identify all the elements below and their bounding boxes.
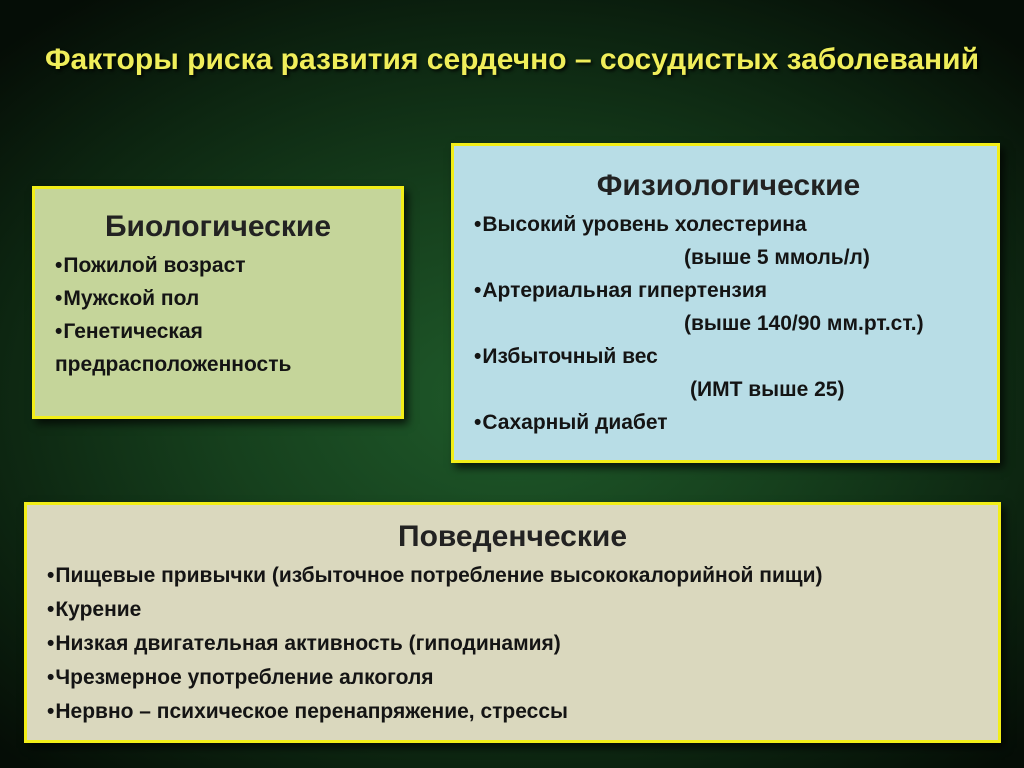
behavioral-factors-box xyxy=(24,502,1001,743)
list-item xyxy=(55,282,381,315)
physiological-list xyxy=(474,208,983,439)
bullet: • xyxy=(55,287,63,310)
behavioral-heading: Поведенческие xyxy=(398,520,627,553)
item-text: Нервно – психическое перенапряжение, стрессы xyxy=(55,700,568,723)
list-item xyxy=(47,695,978,729)
bullet: • xyxy=(47,598,55,621)
list-item xyxy=(474,340,983,406)
item-text: Сахарный диабет xyxy=(482,411,668,434)
item-text: Мужской пол xyxy=(63,287,200,310)
item-text: Курение xyxy=(55,598,142,621)
bullet: • xyxy=(47,632,55,655)
bullet: • xyxy=(47,564,55,587)
bullet: • xyxy=(47,666,55,689)
list-item xyxy=(47,559,978,593)
item-text: Пищевые привычки (избыточное потребление высококалорийной пищи) xyxy=(55,564,823,587)
item-text: Чрезмерное употребление алкоголя xyxy=(55,666,434,689)
bullet: • xyxy=(474,213,482,236)
list-item xyxy=(55,249,381,282)
physiological-factors-box xyxy=(451,143,1000,463)
item-text: Генетическая предрасположенность xyxy=(55,320,292,376)
list-item xyxy=(474,208,983,274)
list-item xyxy=(47,661,978,695)
biological-factors-box xyxy=(32,186,404,419)
item-text: Избыточный вес xyxy=(482,345,658,368)
item-note: (ИМТ выше 25) xyxy=(690,378,845,401)
biological-heading: Биологические xyxy=(104,210,332,243)
item-text: Высокий уровень холестерина xyxy=(482,213,807,236)
slide-title: Факторы риска развития сердечно – сосудистых заболеваний xyxy=(44,43,980,76)
list-item xyxy=(47,627,978,661)
list-item xyxy=(47,593,978,627)
item-text: Низкая двигательная активность (гиподинамия) xyxy=(55,632,561,655)
bullet: • xyxy=(55,254,63,277)
bullet: • xyxy=(55,320,63,343)
list-item xyxy=(474,406,983,439)
bullet: • xyxy=(474,279,482,302)
physiological-heading: Физиологические xyxy=(596,169,861,202)
item-note: (выше 5 ммоль/л) xyxy=(684,246,870,269)
bullet: • xyxy=(474,345,482,368)
item-note: (выше 140/90 мм.рт.ст.) xyxy=(684,312,924,335)
item-text: Пожилой возраст xyxy=(63,254,246,277)
item-text: Артериальная гипертензия xyxy=(482,279,767,302)
bullet: • xyxy=(474,411,482,434)
list-item xyxy=(474,274,983,340)
bullet: • xyxy=(47,700,55,723)
list-item xyxy=(55,315,355,381)
biological-list xyxy=(55,249,381,381)
behavioral-list xyxy=(47,559,978,729)
